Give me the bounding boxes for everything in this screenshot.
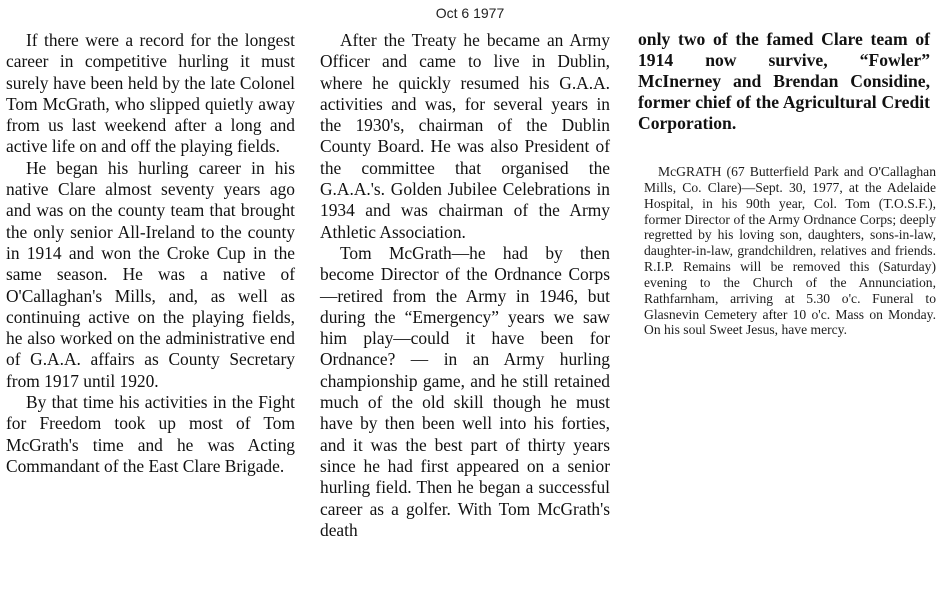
death-notice — [644, 164, 936, 338]
article-continuation: only two of the famed Clare team of 1914 now survive, “Fowler” McInerney and Brendan Considine, former chief of the Agricultural Credit Corporation. — [638, 29, 930, 133]
article-paragraph: He began his hurling career in his native Clare almost seventy years ago and was on the county team that brought the only senior All-Ireland to the county in 1914 and won the Croke Cup in the same season. He was a native of O'Callaghan's Mills, and, as well as continuing active on the playing fields, he also worked on the administrative end of G.A.A. affairs as County Secretary from 1917 until 1920. — [6, 157, 295, 391]
article-column-2 — [320, 30, 610, 541]
article-paragraph: If there were a record for the longest career in competitive hurling it must surely have been held by the late Colonel Tom McGrath, who slipped quietly away from us last weekend after a long and active life on and off the playing fields. — [6, 30, 295, 157]
death-notice-text: McGRATH (67 Butterfield Park and O'Callaghan Mills, Co. Clare)—Sept. 30, 1977, at the Adelaide Hospital, in his 90th year, Col. Tom (T.O.S.F.), former Director of the Army Ordnance Corps; deeply regretted by his loving son, daughters, sons-in-law, daughter-in-law, grandchildren, relatives and friends. R.I.P. Remains will be removed this (Saturday) evening to the Church of the Annunciation, Rathfarnham, arriving at 5.30 o'c. Funeral to Glasnevin Cemetery after 10 o'c. Mass on Monday. On his soul Sweet Jesus, have mercy. — [644, 164, 936, 338]
article-paragraph: By that time his activities in the Fight for Freedom took up most of Tom McGrath's time and he was Acting Commandant of the East Clare Brigade. — [6, 392, 295, 476]
article-column-3 — [638, 29, 930, 134]
page-date-header: Oct 6 1977 — [435, 5, 505, 21]
article-paragraph: After the Treaty he became an Army Officer and came to live in Dublin, where he quickly resumed his G.A.A. activities and was, for several years in the 1930's, chairman of the Dublin County Board. He was also President of the committee that organised the G.A.A.'s. Golden Jubilee Celebrations in 1934 and was chairman of the Army Athletic Association. — [320, 30, 610, 242]
article-column-1 — [6, 30, 295, 477]
article-paragraph: Tom McGrath—he had by then become Director of the Ordnance Corps—retired from the Army in 1946, but during the “Emergency” years we saw him play—could it have been for Ordnance? — in an Army hurling championship game, and he still retained much of the old skill though he must have by then been well into his forties, and it was the best part of thirty years since he had first appeared on a senior hurling field. Then he began a successful career as a golfer. With Tom McGrath's death — [320, 242, 610, 540]
